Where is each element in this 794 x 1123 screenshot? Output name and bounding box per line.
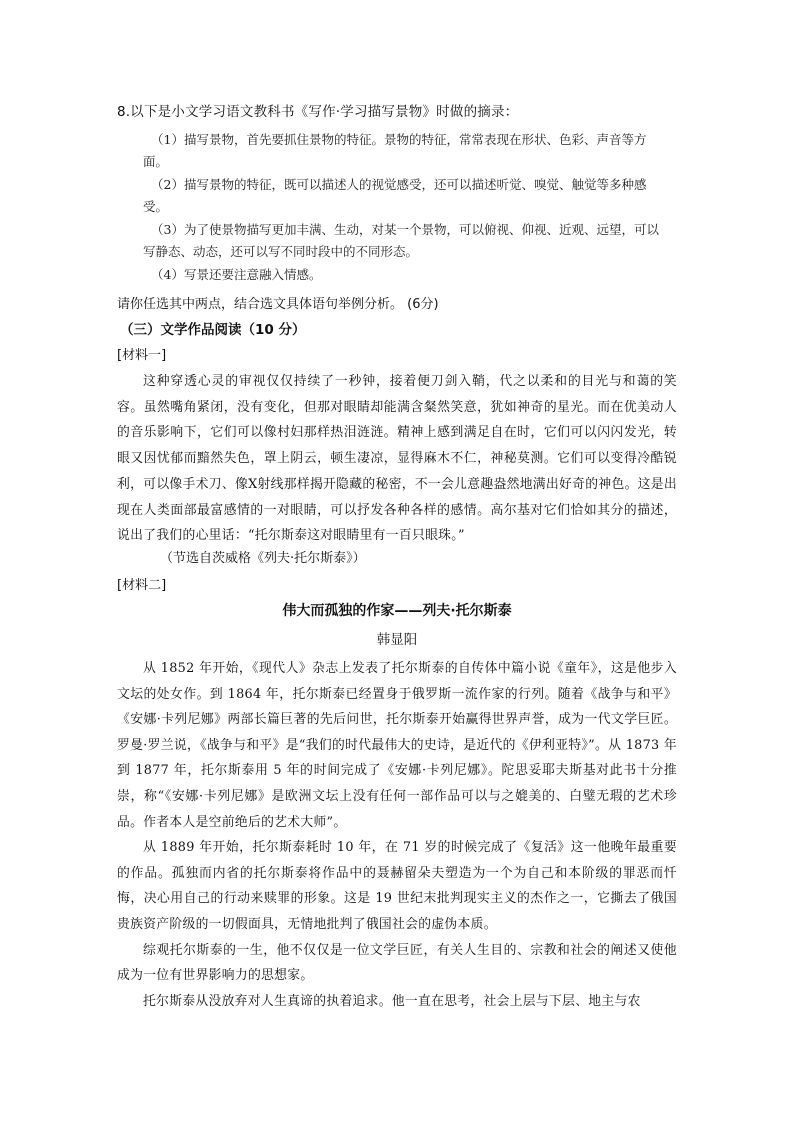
excerpt-item-1: （1）描写景物，首先要抓住景物的特征。景物的特征，常常表现在形状、色彩、声音等方面。 xyxy=(143,132,647,169)
material1-body xyxy=(117,369,677,549)
material2-paragraph-1: 从 1852 年开始，《现代人》杂志上发表了托尔斯泰的自传体中篇小说《童年》，这是他步入文坛的处女作。到 1864 年，托尔斯泰已经置身于俄罗斯一流作家的行列。随着《战争与和平》《安娜·卡列尼娜》两部长篇巨著的先后问世，托尔斯泰开始赢得世界声誉，成为一代文学巨匠。罗曼·罗兰说，《战争与和平》是“我们的时代最伟大的史诗，是近代的《伊利亚特》”。从 1873 年到 1877 年，托尔斯泰用 5 年的时间完成了《安娜·卡列尼娜》。陀思妥耶夫斯基对此书十分推崇，称“《安娜·卡列尼娜》是欧洲文坛上没有任何一部作品可以与之媲美的、白璧无瑕的艺术珍品。作者本人是空前绝后的艺术大师”。 xyxy=(117,661,677,830)
material2-paragraph-4: 托尔斯泰从没放弃对人生真谛的执着追求。他一直在思考，社会上层与下层、地主与农 xyxy=(143,993,641,1009)
article-title: 伟大而孤独的作家——列夫·托尔斯泰 xyxy=(282,603,512,619)
excerpt-item-4: （4）写景还要注意融入情感。 xyxy=(151,267,322,282)
material2-paragraph-2: 从 1889 年开始，托尔斯泰耗时 10 年，在 71 岁的时候完成了《复活》这一他晚年最重要的作品。孤独而内省的托尔斯泰将作品中的聂赫留朵夫塑造为一个为自己和本阶级的罪恶而忏悔，决心用自己的行动来赎罪的形象。这是 19 世纪末批判现实主义的杰作之一，它撕去了俄国贵族资产阶级的一切假面具，无情地批判了俄国社会的虚伪本质。 xyxy=(117,840,677,932)
material1-source: （节选自茨威格《列夫·托尔斯泰》） xyxy=(160,551,366,566)
excerpt-item-2: （2）描写景物的特征，既可以描述人的视觉感受，还可以描述听觉、嗅觉、触觉等多种感受。 xyxy=(143,177,647,214)
material1-paragraph: 这种穿透心灵的审视仅仅持续了一秒钟，接着便刀剑入鞘，代之以柔和的目光与和蔼的笑容。虽然嘴角紧闭，没有变化，但那对眼睛却能满含粲然笑意，犹如神奇的星光。而在优美动人的音乐影响下，它们可以像村妇那样热泪涟涟。精神上感到满足自在时，它们可以闪闪发光，转眼又因忧郁而黯然失色，罩上阴云，顿生凄凉，显得麻木不仁，神秘莫测。它们可以变得冷酷锐利，可以像手术刀、像X射线那样揭开隐藏的秘密，不一会儿意趣盎然地满出好奇的神色。这是出现在人类面部最富感情的一对眼睛，可以抒发各种各样的感情。高尔基对它们恰如其分的描述，说出了我们的心里话：“托尔斯泰这对眼睛里有一百只眼珠。” xyxy=(117,374,677,544)
excerpt-list xyxy=(143,129,663,287)
excerpt-item-3: （3）为了使景物描写更加丰满、生动，对某一个景物，可以俯视、仰视、近观、远望，可以写静态、动态，还可以写不同时段中的不同形态。 xyxy=(143,222,659,259)
material2-body xyxy=(117,656,677,1014)
question-stem: 8.以下是小文学习语文教科书《写作·学习描写景物》时做的摘录： xyxy=(117,104,519,120)
material1-label: [材料一] xyxy=(117,348,167,363)
section-title: （三）文学作品阅读（10 分） xyxy=(120,322,306,338)
article-author: 韩显阳 xyxy=(376,632,418,648)
material2-label: [材料二] xyxy=(117,578,167,593)
material2-paragraph-3: 综观托尔斯泰的一生，他不仅仅是一位文学巨匠，有关人生目的、宗教和社会的阐述又使他成为一位有世界影响力的思想家。 xyxy=(117,942,677,984)
question-task: 请你任选其中两点，结合选文具体语句举例分析。 (6分) xyxy=(117,297,439,312)
